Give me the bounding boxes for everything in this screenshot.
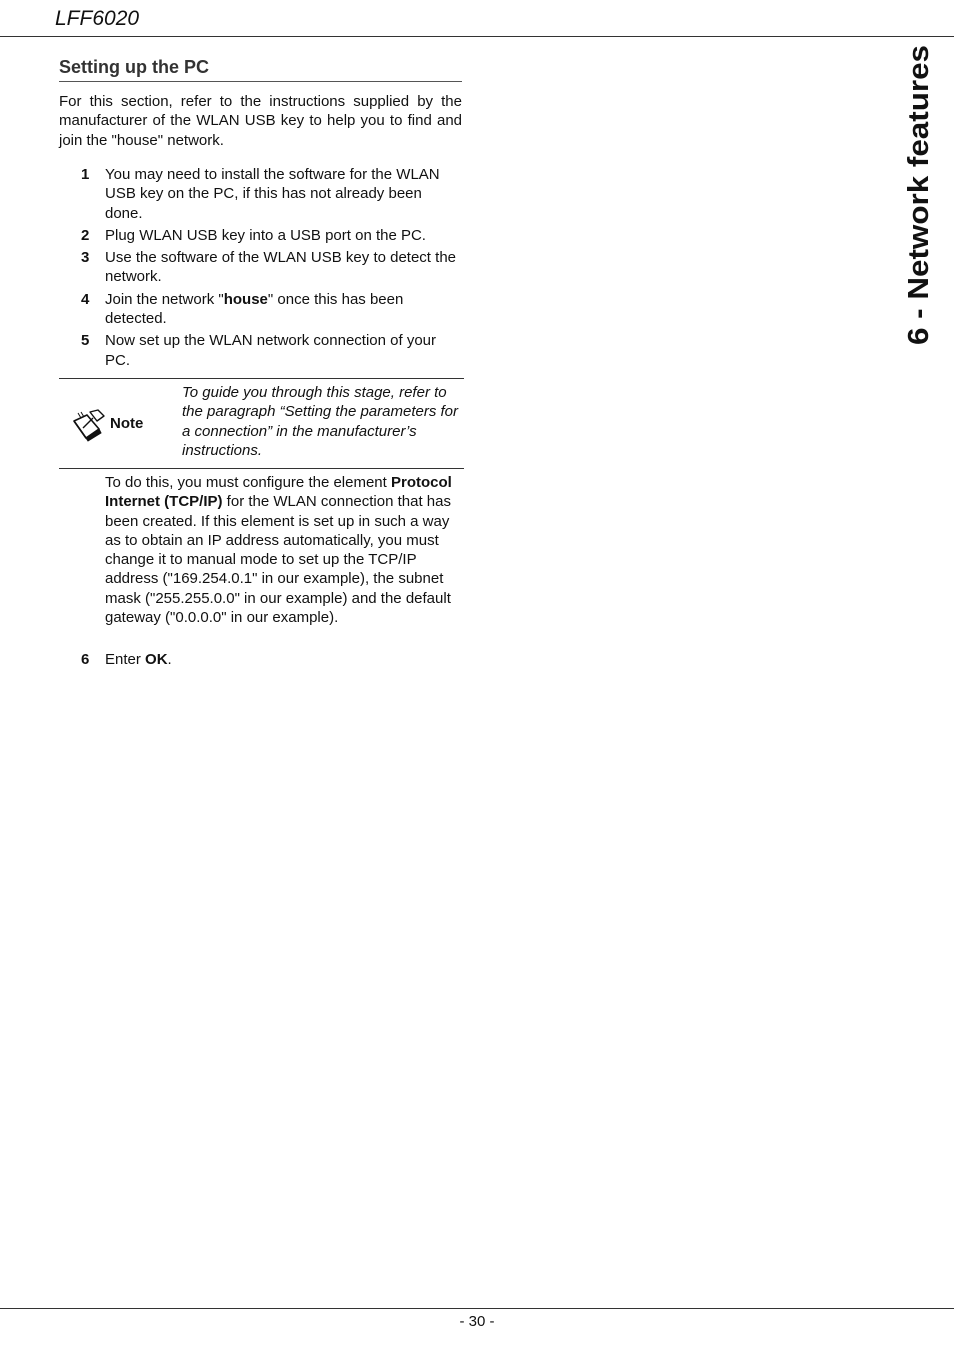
step-text: Now set up the WLAN network connection of your PC. [105, 332, 436, 369]
step-number: 4 [81, 290, 90, 308]
network-name: house [223, 290, 268, 308]
document-model-header: LFF6020 [55, 7, 140, 30]
section-title: Setting up the PC [59, 57, 462, 82]
list-item [59, 331, 462, 370]
chapter-side-tab [898, 40, 938, 350]
step5-continuation: To do this, you must configure the element Protocol Internet (TCP/IP) for the WLAN connection that has been created. If this element is set up in such a way as to obtain an IP address automatically, you must change it to manual mode to set up the TCP/IP address ("169.254.0.1" in our example), the subnet mask ("255.255.0.0" in our example) and the default gateway ("0.0.0.0" in our example). [105, 474, 452, 627]
step-number: 6 [81, 651, 90, 668]
intro-paragraph: For this section, refer to the instructions supplied by the manufacturer of the WLAN USB key to help you to find and join the "house" network. [59, 93, 462, 149]
steps-list-continued [59, 650, 462, 669]
step-text: Plug WLAN USB key into a USB port on the PC. [105, 226, 426, 244]
step-text: You may need to install the software for the WLAN USB key on the PC, if this has not already been done. [105, 166, 440, 222]
step-number: 2 [81, 226, 90, 244]
step-text: Join the network "house" once this has been detected. [105, 290, 404, 328]
note-pencil-icon [71, 409, 107, 443]
step-number: 5 [81, 332, 90, 350]
footer-rule [0, 1308, 954, 1309]
step-text: Use the software of the WLAN USB key to detect the network. [105, 249, 456, 286]
list-item [59, 165, 462, 223]
step-number: 3 [81, 249, 90, 267]
note-box [59, 378, 464, 469]
ok-key-label: OK [145, 651, 168, 668]
page-number: - 30 - [459, 1313, 495, 1330]
header-rule [0, 36, 954, 37]
list-item [59, 226, 462, 245]
list-item [59, 248, 462, 287]
note-label: Note [110, 415, 144, 432]
protocol-element-name: Protocol Internet (TCP/IP) [105, 474, 452, 511]
note-text: To guide you through this stage, refer to the paragraph “Setting the parameters for a connection” in the manufacturer’s instructions. [182, 384, 458, 459]
step-number: 1 [81, 166, 90, 183]
list-item [59, 650, 462, 669]
chapter-title: 6 - Network features [903, 67, 935, 345]
step-text: Enter OK. [105, 651, 172, 668]
list-item [59, 290, 462, 329]
steps-list [59, 165, 462, 373]
